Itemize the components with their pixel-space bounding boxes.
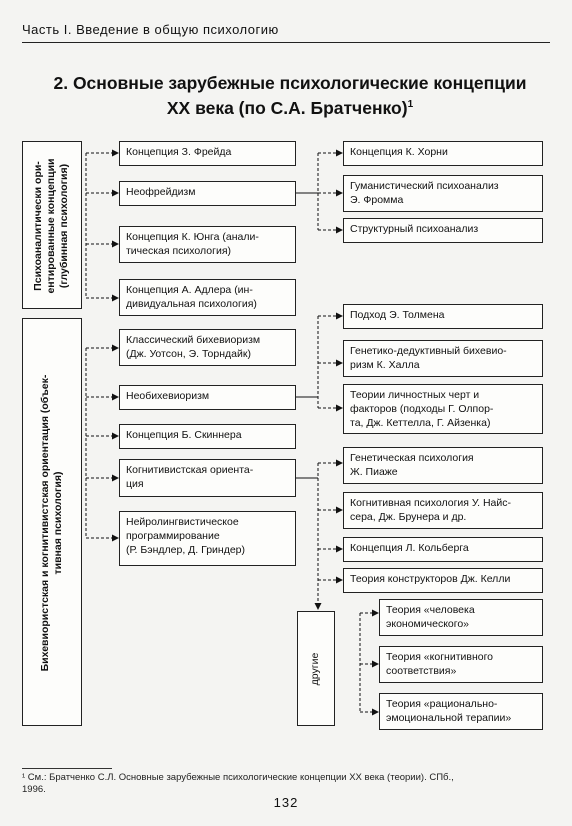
title-line-2-text: XX века (по С.А. Братченко) [166, 97, 408, 118]
box-tolman-line-1: Подход Э. Толмена [350, 309, 445, 321]
box-cognitive-consistency-line-1: Теория «когнитивного [386, 651, 494, 663]
box-cognitive-consistency-line-2: соответствия» [386, 665, 457, 677]
box-cognitivist-line-2: ция [126, 478, 144, 490]
box-freud [119, 141, 296, 166]
box-economic-man-line-2: экономического» [386, 618, 470, 630]
running-head: Часть I. Введение в общую психологию [22, 22, 279, 37]
box-kelly [343, 568, 543, 593]
box-economic-man [379, 599, 543, 636]
box-neobehaviorism-line-1: Необихевиоризм [126, 390, 210, 402]
box-classic-behaviorism [119, 329, 296, 366]
box-structural-psychoanalysis [343, 218, 543, 243]
box-neofreudism [119, 181, 296, 206]
box-piaget-line-1: Генетическая психология [350, 452, 474, 464]
box-trait-theories-line-1: Теории личностных черт и [350, 389, 480, 401]
group-behaviorist [22, 318, 82, 726]
page-number: 132 [273, 795, 299, 810]
box-kelly-line-1: Теория конструкторов Дж. Келли [350, 573, 511, 585]
box-classic-behaviorism-line-2: (Дж. Уотсон, Э. Торндайк) [126, 348, 251, 360]
box-nlp-line-2: программирование [126, 530, 220, 542]
group-psychoanalytic [22, 141, 82, 309]
box-hull-line-2: ризм К. Халла [350, 359, 420, 371]
box-nlp [119, 511, 296, 566]
box-adler [119, 279, 296, 316]
box-horney [343, 141, 543, 166]
box-cognitivist-line-1: Когнитивистская ориента- [126, 464, 254, 476]
box-nlp-line-3: (Р. Бэндлер, Д. Гриндер) [126, 544, 246, 556]
group-psychoanalytic-line-1: Психоаналитически ори- [32, 161, 44, 291]
footnote [22, 772, 542, 796]
group-behaviorist-line-1: Бихевиористская и когнитивистская ориентация (объек- [39, 374, 51, 672]
box-neobehaviorism [119, 385, 296, 410]
box-horney-line-1: Концепция К. Хорни [350, 146, 448, 158]
box-others-label: другие [309, 652, 321, 686]
box-classic-behaviorism-line-1: Классический бихевиоризм [126, 334, 261, 346]
group-behaviorist-label [39, 319, 67, 727]
group-psychoanalytic-line-2: ентированные концепции [45, 158, 57, 294]
box-trait-theories-line-2: факторов (подходы Г. Олпор- [350, 403, 494, 415]
box-others [297, 611, 335, 726]
box-ret-line-2: эмоциональной терапии» [386, 712, 512, 724]
box-trait-theories-line-3: та, Дж. Кеттелла, Г. Айзенка) [350, 417, 491, 429]
box-fromm [343, 175, 543, 212]
box-piaget-line-2: Ж. Пиаже [350, 466, 398, 478]
box-nlp-line-1: Нейролингвистическое [126, 516, 239, 528]
box-economic-man-line-1: Теория «человека [386, 604, 475, 616]
box-neisser-line-2: сера, Дж. Брунера и др. [350, 511, 467, 523]
box-skinner-line-1: Концепция Б. Скиннера [126, 429, 242, 441]
box-hull [343, 340, 543, 377]
box-cognitive-consistency [379, 646, 543, 683]
box-neofreudism-line-1: Неофрейдизм [126, 186, 196, 198]
box-skinner [119, 424, 296, 449]
footnote-rule [22, 768, 112, 769]
box-cognitivist [119, 459, 296, 497]
box-fromm-line-2: Э. Фромма [350, 194, 404, 206]
box-jung [119, 226, 296, 263]
title-line-1: 2. Основные зарубежные психологические концепции [53, 73, 527, 93]
box-adler-line-1: Концепция А. Адлера (ин- [126, 284, 253, 296]
box-trait-theories [343, 384, 543, 434]
box-kohlberg-line-1: Концепция Л. Кольберга [350, 542, 469, 554]
box-ret [379, 693, 543, 730]
box-fromm-line-1: Гуманистический психоанализ [350, 180, 499, 192]
footnote-line-2: 1996. [22, 784, 46, 795]
box-ret-line-1: Теория «рационально- [386, 698, 498, 710]
footnote-marker: 1 [407, 99, 414, 110]
box-structural-psychoanalysis-line-1: Структурный психоанализ [350, 223, 479, 235]
box-kohlberg [343, 537, 543, 562]
box-tolman [343, 304, 543, 329]
group-psychoanalytic-label [32, 142, 74, 310]
group-behaviorist-line-2: тивная психология) [52, 471, 64, 575]
box-neisser-line-1: Когнитивная психология У. Найс- [350, 497, 512, 509]
box-jung-line-1: Концепция К. Юнга (анали- [126, 231, 259, 243]
box-hull-line-1: Генетико-дедуктивный бихевио- [350, 345, 507, 357]
footnote-line-1: ¹ См.: Братченко С.Л. Основные зарубежные психологические концепции XX века (теории). СПб., [22, 772, 454, 783]
box-jung-line-2: тическая психология) [126, 245, 232, 257]
box-freud-line-1: Концепция З. Фрейда [126, 146, 232, 158]
box-piaget [343, 447, 543, 484]
box-adler-line-2: дивидуальная психология) [126, 298, 257, 310]
box-neisser [343, 492, 543, 529]
group-psychoanalytic-line-3: (глубинная психология) [58, 163, 70, 289]
